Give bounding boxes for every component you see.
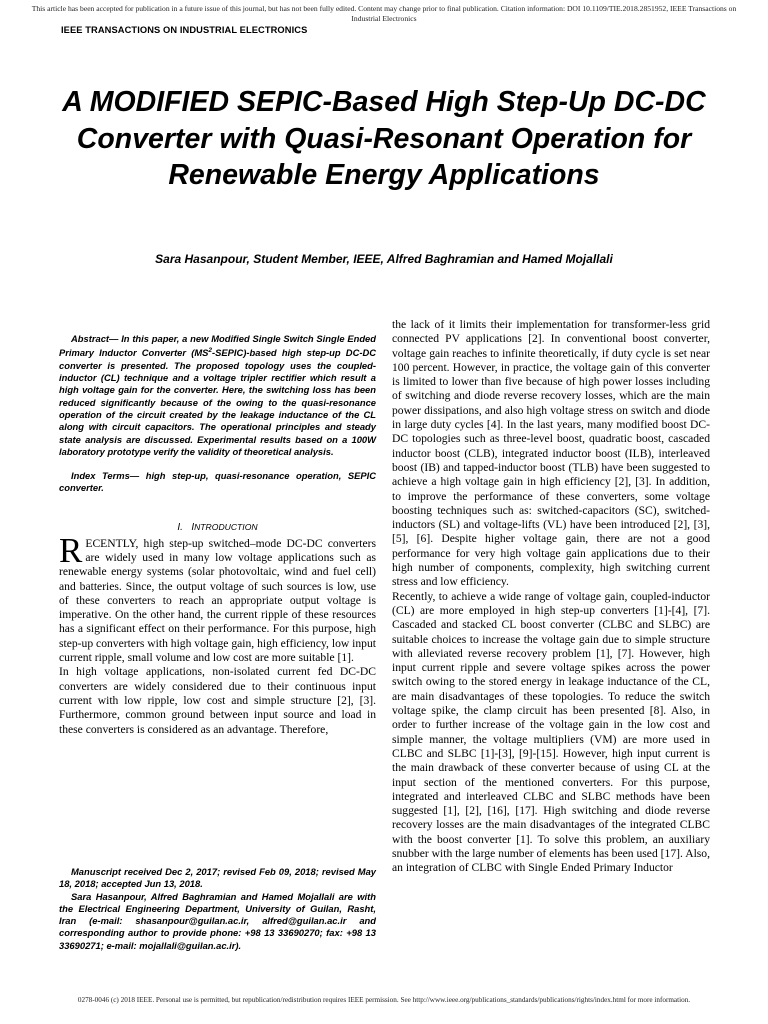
right-paragraph-2: Recently, to achieve a wide range of voltage gain, coupled-inductor (CL) are more employed in high step-up converters [1]-[4], [7]. Cascaded and stacked CL boost converter (CLBC and SLBC) are suitable choices to increase the voltage gain due to simple structure with alleviated reverse recovery problem [1], [7]. However, high input current ripple and severe voltage spikes across the power switch owing to the stored energy in leakage inductance of the CL, are main disadvantages of these topologies. To reduce the switch voltage spike, the clamp circuit has been presented [8]. Also, in order to further increase of the voltage gain in the low cost and simple manner, the voltage multipliers (VM) are more used in CLBC and SLBC [1]-[3], [9]-[15]. However, high input current is the main drawback of these converter because of using CL at the input section of the mentioned converters. For this purpose, integrated and interleaved CLBC and SLBC methods have been suggested [1], [2], [16], [17]. High switching and diode reverse recovery losses are the main disadvantages of the integrated CLBC with the boost converter [1]. To solve this problem, an auxiliary snubber with the large number of elements has been used [17]. Also, an integration of CLBC with Single Ended Primary Inductor — [392, 589, 710, 875]
footnotes — [59, 866, 376, 952]
abstract-superscript: 2 — [208, 347, 213, 355]
abstract-text-b: -SEPIC)-based high step-up DC-DC converter is presented. The proposed topology uses the coupled-inductor (CL) technique and a voltage tripler rectifier which result a high voltage gain for the converter. Here, the switching loss has been reduced significantly because of the owing to the quasi-resonance operation of the circuit created by the leakage inductance of the CL along with circuit capacitors. The operational principles and steady state analysis are discussed. Experimental results based on a 100W laboratory prototype verify the validity of theoretical analysis. — [59, 347, 377, 457]
paper-title: A MODIFIED SEPIC-Based High Step-Up DC-DC Converter with Quasi-Resonant Operation for Renewable Energy Applications — [62, 86, 706, 191]
manuscript-dates: Manuscript received Dec 2, 2017; revised Feb 09, 2018; revised May 18, 2018; accepted Jun 13, 2018. — [59, 866, 376, 890]
section-title-rest: NTRODUCTION — [194, 521, 258, 532]
abstract-label: Abstract— — [71, 333, 119, 344]
author-list: Sara Hasanpour, Student Member, IEEE, Alfred Baghramian and Hamed Mojallali — [155, 252, 613, 266]
intro-paragraph-1-text: ECENTLY, high step-up switched–mode DC-DC converters are widely used in many low voltage applications such as renewable energy systems (solar photovoltaic, wind and fuel cell) and batteries. Since, the output voltage of such sources is low, use of these converters to reach an appropriate output voltage is imperative. On the other hand, the current ripple of these resources has a significant effect on their performance. For this purpose, high step-up converters with high voltage gain, high efficiency, low input current ripple, small volume and low cost are more suitable [1]. — [59, 536, 376, 665]
abstract — [59, 333, 376, 458]
right-paragraph-1: the lack of it limits their implementation for transformer-less grid connected PV applications [2]. In conventional boost converter, voltage gain reaches to infinite theoretically, if duty cycle is set near 100 percent. However, in practice, the voltage gain of this converter is limited to lower than five because of high power losses including of switching and diode reverse recovery losses, which are the main power dissipations, and also high voltage stress on switch and diode in large duty cycles [4]. In the last years, many modified boost DC-DC topologies such as three-level boost, quadratic boost, cascaded inductor boost (CLB), integrated inductor boost (ILB), interleaved boost (IB) and tapped-inductor boost (TLB) have been suggested to achieve a high voltage gain in high efficiency [2], [3]. In addition, to improve the performance of these converters, some voltage boosting techniques such as: switched-capacitors (SC), switched-inductors (SL) and voltage-lifts (VL) have been introduced [2], [3], [5], [6]. Despite higher voltage gain, there are not a good performance for very high voltage gain applications due to their high number of components, complexity, high switching current stress and low efficiency. — [392, 318, 710, 589]
intro-paragraph-2: In high voltage applications, non-isolated current fed DC-DC converters are widely considered due to their continuous input current with low ripple, low cost and simple structure [2], [3]. Furthermore, common ground between input source and load in these converters is considered as an advantage. Therefore, — [59, 665, 376, 736]
author-affiliation: Sara Hasanpour, Alfred Baghramian and Hamed Mojallali are with the Electrical Engineering Department, University of Guilan, Rasht, Iran (e-mail: shasanpour@guilan.ac.ir, alfred@guilan.ac.ir and corresponding author to provide phone: +98 13 33690270; fax: +98 13 33690271; e-mail: mojallali@guilan.ac.ir). — [59, 890, 376, 951]
index-terms-text: high step-up, quasi-resonance operation, SEPIC converter. — [59, 470, 377, 494]
index-terms-label: Index Terms— — [71, 470, 140, 482]
section-heading-introduction — [59, 522, 376, 533]
right-column — [392, 318, 710, 876]
section-number: I. — [177, 521, 183, 533]
copyright-footer: 0278-0046 (c) 2018 IEEE. Personal use is permitted, but republication/redistribution requires IEEE permission. See http://www.ieee.org/publications_standards/publications/rights/index.html for more information. — [77, 996, 691, 1004]
journal-header: IEEE TRANSACTIONS ON INDUSTRIAL ELECTRONICS — [61, 25, 308, 35]
intro-paragraph-1 — [59, 530, 376, 666]
publication-notice: This article has been accepted for publication in a future issue of this journal, but has not been fully edited. Content may change prior to final publication. Citation information: DOI 10.1109/TIE.2018.2851952, IEEE Transactions on Industrial Electronics — [31, 4, 737, 23]
section-first-letter: I — [191, 521, 195, 533]
abstract-text-a: In this paper, a new Modified Single Switch Single Ended Primary Inductor Converter (MS — [59, 333, 376, 359]
index-terms — [59, 470, 376, 495]
drop-cap: R — [59, 530, 83, 570]
left-column — [59, 333, 376, 737]
